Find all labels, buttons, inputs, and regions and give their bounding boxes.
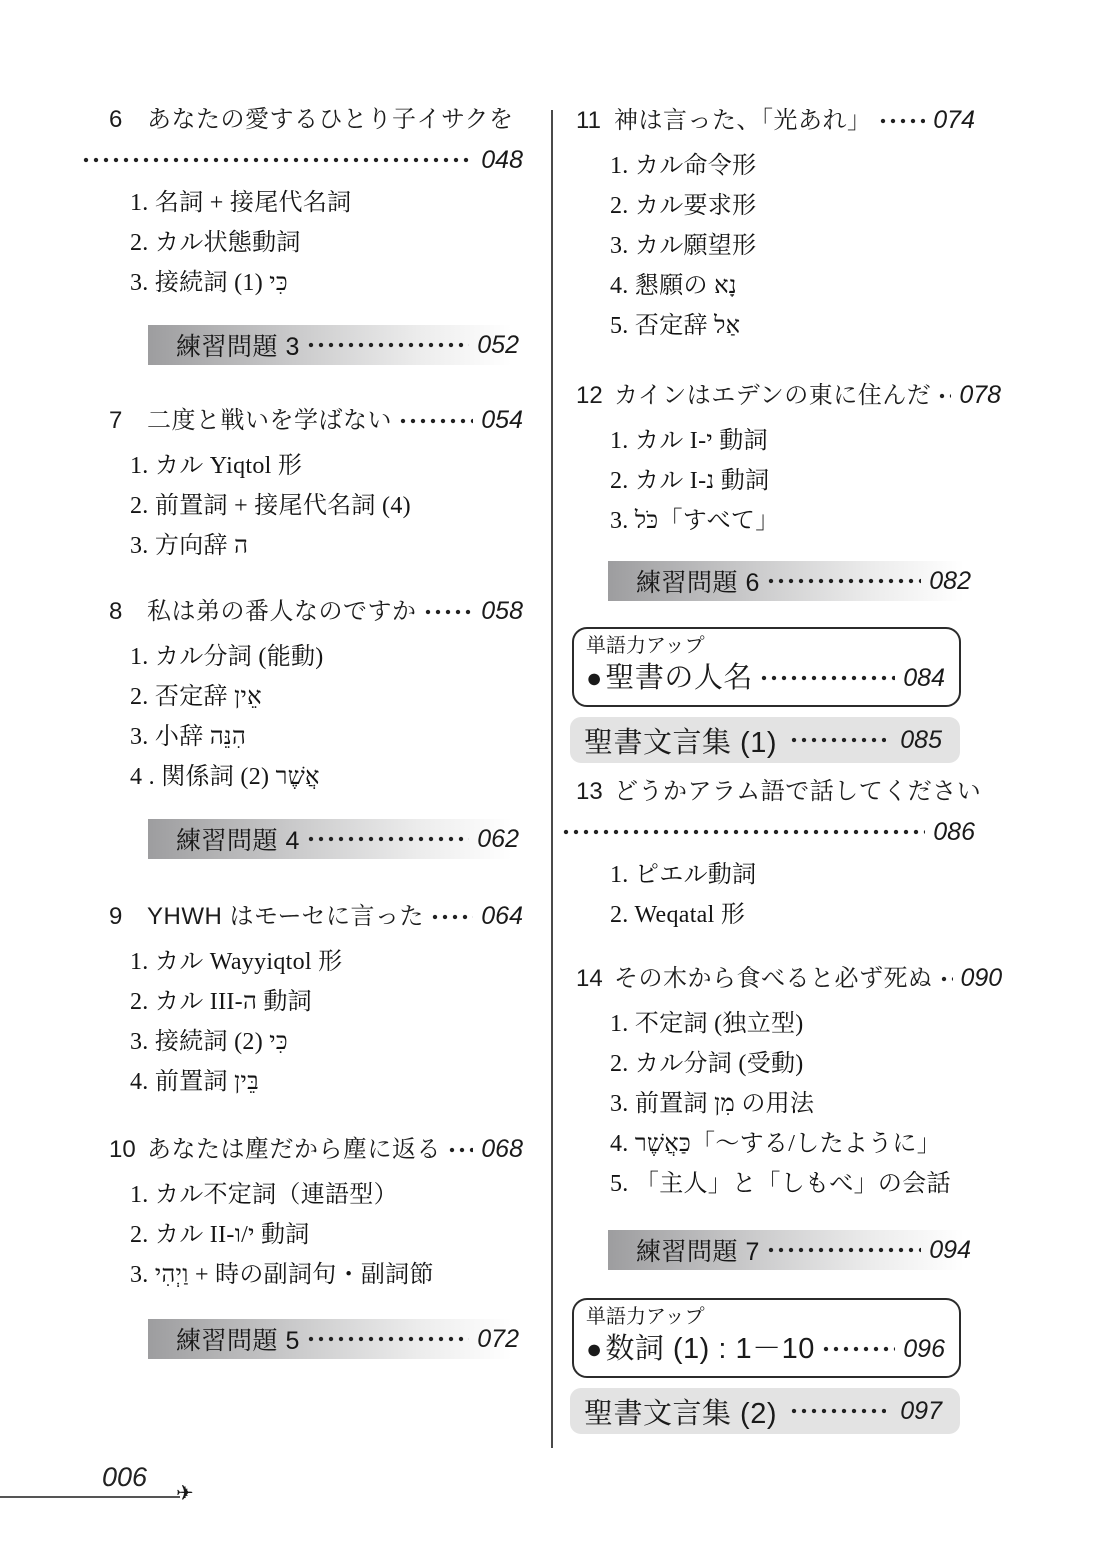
chapter-subitem: 1. カル Yiqtol 形 bbox=[130, 453, 303, 479]
bullet-circle-icon: ● bbox=[586, 663, 603, 693]
chapter-number: 6 bbox=[109, 106, 123, 133]
chapter-subitem: 2. 否定辞 אֵין bbox=[130, 684, 262, 710]
page-number: 096 bbox=[903, 1335, 945, 1363]
chapter-subitem: 4 . 関係詞 אֲשֶׁר (2) bbox=[130, 764, 320, 790]
chapter-11-block bbox=[563, 103, 975, 346]
chapter-items bbox=[83, 942, 523, 1102]
word-power-title: 聖書の人名 bbox=[605, 662, 753, 694]
dots-leader bbox=[308, 836, 469, 842]
chapter-heading bbox=[83, 103, 523, 137]
chapter-subitem: 1. カル Wayyiqtol 形 bbox=[130, 949, 343, 975]
exercise-bar-3 bbox=[148, 325, 523, 365]
leader-line bbox=[563, 817, 975, 847]
exercise-bar-5 bbox=[148, 1319, 523, 1359]
chapter-title: あなたの愛するひとり子イサクを bbox=[147, 106, 514, 133]
bible-phrases-bar-1 bbox=[570, 717, 960, 763]
chapter-number: 13 bbox=[576, 778, 603, 805]
chapter-subitem: 3. 前置詞 מִן の用法 bbox=[610, 1091, 815, 1117]
word-power-tag: 単語力アップ bbox=[586, 1306, 705, 1328]
chapter-heading bbox=[563, 378, 1002, 413]
chapter-number: 10 bbox=[109, 1136, 136, 1163]
chapter-subitem: 5. 「主人」と「しもべ」の会話 bbox=[610, 1171, 951, 1197]
chapter-subitem: 1. カル I-י 動詞 bbox=[610, 428, 768, 454]
chapter-items bbox=[563, 146, 975, 346]
page-number: 068 bbox=[481, 1135, 523, 1163]
chapter-subitem: 3. カル願望形 bbox=[610, 233, 757, 259]
chapter-subitem: 3. וַיְהִי + 時の副詞句・副詞節 bbox=[130, 1262, 434, 1288]
page-number: 097 bbox=[900, 1396, 942, 1425]
toc-left-column bbox=[83, 103, 523, 1359]
chapter-subitem: 3. 方向辞 ה bbox=[130, 533, 249, 559]
chapter-subitem: 1. カル分詞 (能動) bbox=[130, 644, 324, 670]
exercise-label: 練習問題 4 bbox=[176, 827, 300, 855]
word-power-box-names bbox=[572, 627, 961, 707]
page-number: 054 bbox=[481, 406, 523, 434]
chapter-7-block bbox=[83, 403, 523, 566]
chapter-subitem: 2. カル要求形 bbox=[610, 193, 757, 219]
chapter-6-block bbox=[83, 103, 523, 303]
chapter-heading bbox=[83, 1132, 523, 1167]
dots-leader bbox=[425, 609, 474, 615]
chapter-items bbox=[83, 446, 523, 566]
chapter-9-block bbox=[83, 899, 523, 1102]
chapter-subitem: 4. כַּאֲשֶׁר「〜する/したように」 bbox=[610, 1131, 941, 1157]
page-number: 074 bbox=[933, 106, 975, 134]
word-power-title: 数詞 (1) : 1－10 bbox=[605, 1333, 815, 1365]
dots-leader bbox=[791, 1408, 886, 1414]
exercise-bar-7 bbox=[608, 1230, 975, 1270]
dots-leader bbox=[880, 118, 926, 124]
dots-leader bbox=[308, 342, 469, 348]
dots-leader bbox=[432, 914, 473, 920]
chapter-heading bbox=[83, 899, 523, 934]
chapter-subitem: 1. 名詞 + 接尾代名詞 bbox=[130, 190, 352, 216]
chapter-13-block bbox=[563, 775, 982, 935]
chapter-title: その木から食べると必ず死ぬ bbox=[614, 965, 933, 992]
chapter-subitem: 1. カル不定詞（連語型） bbox=[130, 1182, 398, 1208]
chapter-title: 神は言った、「光あれ」 bbox=[614, 107, 872, 134]
dots-leader bbox=[941, 976, 953, 982]
word-power-tag: 単語力アップ bbox=[586, 635, 705, 657]
dots-leader bbox=[761, 675, 895, 681]
dots-leader bbox=[768, 1247, 921, 1253]
dots-leader bbox=[939, 393, 951, 399]
page-number: 064 bbox=[481, 902, 523, 930]
page-number: 058 bbox=[481, 597, 523, 625]
exercise-label: 練習問題 3 bbox=[176, 333, 300, 361]
chapter-heading bbox=[563, 103, 975, 138]
column-divider-line bbox=[551, 110, 553, 1448]
chapter-title: 二度と戦いを学ばない bbox=[147, 407, 392, 434]
chapter-number: 7 bbox=[109, 407, 123, 434]
page-number: 078 bbox=[959, 381, 1002, 409]
dots-leader bbox=[449, 1147, 473, 1153]
dots-leader bbox=[823, 1346, 895, 1352]
exercise-bar-6 bbox=[608, 561, 975, 601]
page-number: 085 bbox=[900, 725, 942, 754]
dots-leader bbox=[768, 578, 921, 584]
chapter-title: あなたは塵だから塵に返る bbox=[147, 1136, 441, 1163]
dots-leader bbox=[563, 829, 925, 835]
page-number: 062 bbox=[477, 824, 519, 853]
page-number: 048 bbox=[481, 145, 523, 174]
word-power-box-numerals bbox=[572, 1298, 961, 1378]
chapter-items bbox=[563, 855, 975, 935]
chapter-subitem: 3. 接続詞 כִּי (2) bbox=[130, 1029, 288, 1055]
chapter-12-block bbox=[563, 378, 1002, 541]
toc-right-column bbox=[563, 103, 1003, 1434]
chapter-14-block bbox=[563, 961, 1003, 1204]
bible-phrases-label: 聖書文言集 (1) bbox=[584, 726, 778, 759]
bullet-circle-icon: ● bbox=[586, 1334, 603, 1364]
chapter-title: 私は弟の番人なのですか bbox=[147, 598, 417, 625]
footer-rule-line bbox=[0, 1496, 180, 1498]
chapter-subitem: 1. ピエル動詞 bbox=[610, 862, 757, 888]
exercise-label: 練習問題 7 bbox=[636, 1238, 760, 1266]
chapter-subitem: 5. 否定辞 אַל bbox=[610, 313, 741, 339]
dots-leader bbox=[308, 1336, 469, 1342]
chapter-subitem: 3. כֹּל「すべて」 bbox=[610, 508, 780, 534]
chapter-heading bbox=[563, 775, 982, 809]
leader-line bbox=[83, 145, 523, 175]
chapter-subitem: 2. Weqatal 形 bbox=[610, 902, 746, 928]
bible-phrases-label: 聖書文言集 (2) bbox=[584, 1397, 778, 1430]
dots-leader bbox=[791, 737, 886, 743]
chapter-heading bbox=[83, 403, 523, 438]
chapter-number: 11 bbox=[576, 107, 601, 134]
word-power-row bbox=[586, 659, 945, 697]
chapter-number: 8 bbox=[109, 598, 123, 625]
chapter-heading bbox=[83, 594, 523, 629]
chapter-title: どうかアラム語で話してください bbox=[614, 778, 982, 805]
airplane-icon: ✈ bbox=[176, 1481, 194, 1505]
page-number: 094 bbox=[929, 1235, 971, 1264]
dots-leader bbox=[400, 418, 473, 424]
chapter-subitem: 1. カル命令形 bbox=[610, 153, 757, 179]
page-number: 090 bbox=[960, 964, 1003, 992]
chapter-subitem: 2. カル分詞 (受動) bbox=[610, 1051, 804, 1077]
chapter-subitem: 2. カル II-י/ו 動詞 bbox=[130, 1222, 310, 1248]
chapter-items bbox=[83, 1175, 523, 1295]
chapter-items bbox=[563, 1004, 975, 1204]
page-number: 086 bbox=[933, 817, 975, 846]
chapter-title: YHWH はモーセに言った bbox=[147, 903, 425, 930]
chapter-title: カインはエデンの東に住んだ bbox=[614, 382, 932, 409]
chapter-items bbox=[83, 183, 523, 303]
chapter-items bbox=[563, 421, 975, 541]
chapter-subitem: 3. 接続詞 כִּי (1) bbox=[130, 270, 288, 296]
chapter-subitem: 2. カル状態動詞 bbox=[130, 230, 301, 256]
chapter-subitem: 2. カル I-נ 動詞 bbox=[610, 468, 770, 494]
bible-phrases-bar-2 bbox=[570, 1388, 960, 1434]
chapter-subitem: 1. 不定詞 (独立型) bbox=[610, 1011, 804, 1037]
exercise-label: 練習問題 6 bbox=[636, 569, 760, 597]
dots-leader bbox=[83, 157, 473, 163]
chapter-heading bbox=[563, 961, 1003, 996]
chapter-number: 9 bbox=[109, 903, 123, 930]
word-power-row bbox=[586, 1330, 945, 1368]
folio-page-number: 006 bbox=[102, 1462, 148, 1492]
chapter-10-block bbox=[83, 1132, 523, 1295]
exercise-bar-4 bbox=[148, 819, 523, 859]
chapter-subitem: 4. 懇願の נָא bbox=[610, 273, 737, 299]
page-number: 052 bbox=[477, 330, 519, 359]
page-number: 082 bbox=[929, 566, 971, 595]
chapter-number: 12 bbox=[576, 382, 603, 409]
page-number: 084 bbox=[903, 664, 945, 692]
exercise-label: 練習問題 5 bbox=[176, 1327, 300, 1355]
chapter-number: 14 bbox=[576, 965, 603, 992]
chapter-subitem: 2. カル III-ה 動詞 bbox=[130, 989, 312, 1015]
chapter-subitem: 4. 前置詞 בֵּין bbox=[130, 1069, 259, 1095]
chapter-items bbox=[83, 637, 523, 797]
chapter-subitem: 3. 小辞 הִנֵּה bbox=[130, 724, 247, 750]
page-number: 072 bbox=[477, 1324, 519, 1353]
chapter-subitem: 2. 前置詞 + 接尾代名詞 (4) bbox=[130, 493, 411, 519]
chapter-8-block bbox=[83, 594, 523, 797]
